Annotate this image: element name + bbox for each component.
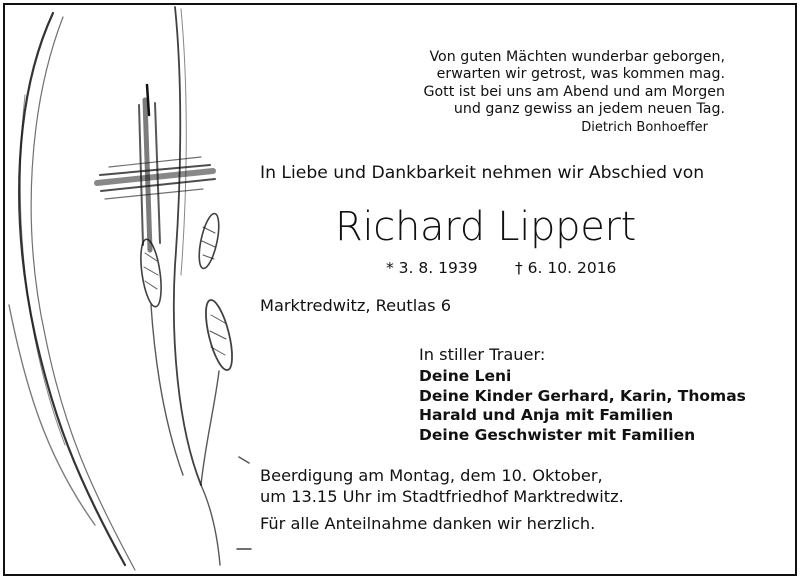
- funeral-info: [260, 465, 624, 507]
- thanks-text: Für alle Anteilnahme danken wir herzlich.: [260, 514, 596, 533]
- poem-line: Gott ist bei uns am Abend und am Morgen: [423, 83, 725, 100]
- birth-date: * 3. 8. 1939: [386, 259, 478, 277]
- funeral-line: um 13.15 Uhr im Stadtfriedhof Marktredwitz.: [260, 487, 624, 506]
- funeral-line: Beerdigung am Montag, dem 10. Oktober,: [260, 466, 603, 485]
- mourners-list: [419, 367, 746, 445]
- poem-author: Dietrich Bonhoeffer: [581, 120, 708, 135]
- address: Marktredwitz, Reutlas 6: [260, 296, 452, 315]
- intro-text: In Liebe und Dankbarkeit nehmen wir Abschied von: [260, 163, 705, 183]
- mourner-line: Deine Leni: [419, 367, 512, 385]
- mourning-heading: In stiller Trauer:: [419, 345, 546, 364]
- poem-line: Von guten Mächten wunderbar geborgen,: [429, 49, 725, 65]
- deceased-name: Richard Lippert: [335, 204, 637, 250]
- poem: [387, 49, 725, 119]
- mourner-line: Harald und Anja mit Familien: [419, 406, 674, 424]
- mourner-line: Deine Kinder Gerhard, Karin, Thomas: [419, 386, 746, 405]
- obituary-card: [3, 3, 797, 576]
- mourner-line: Deine Geschwister mit Familien: [419, 425, 696, 444]
- cross-wheat-sketch-icon: [5, 5, 265, 574]
- poem-line: und ganz gewiss an jedem neuen Tag.: [453, 101, 725, 118]
- death-date: † 6. 10. 2016: [515, 259, 617, 277]
- poem-line: erwarten wir getrost, was kommen mag.: [436, 66, 725, 83]
